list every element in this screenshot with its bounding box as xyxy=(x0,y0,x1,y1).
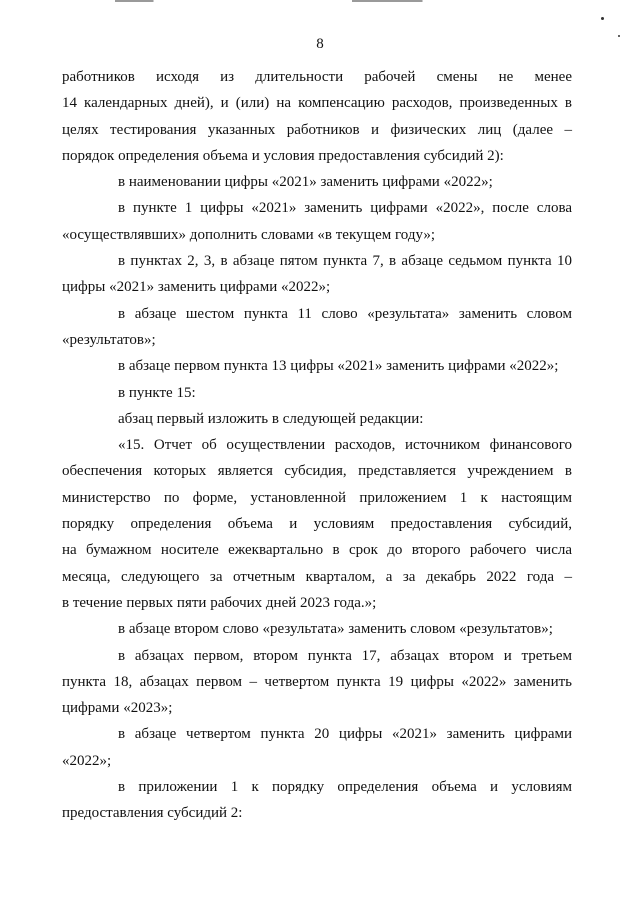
text-line: «2022»; xyxy=(62,752,112,769)
text-line: в пункте 1 цифры «2021» заменить цифрами «2022», после слова xyxy=(118,200,572,217)
text-line: на бумажном носителе ежеквартально в срок до второго рабочего числа xyxy=(62,542,572,559)
scan-speck xyxy=(601,17,604,20)
text-line: цифры «2021» заменить цифрами «2022»; xyxy=(62,279,331,296)
text-line: «осуществлявших» дополнить словами «в текущем году»; xyxy=(62,226,436,243)
text-line: в абзаце шестом пункта 11 слово «результата» заменить словом xyxy=(118,305,572,322)
text-line: в течение первых пяти рабочих дней 2023 года.»; xyxy=(62,594,377,611)
text-line: в наименовании цифры «2021» заменить цифрами «2022»; xyxy=(118,174,493,191)
text-line: порядок определения объема и условия предоставления субсидий 2): xyxy=(62,147,504,164)
text-line: предоставления субсидий 2: xyxy=(62,805,243,822)
text-line: пункта 18, абзацах первом – четвертом пункта 19 цифры «2022» заменить xyxy=(62,673,572,690)
text-line: 14 календарных дней), и (или) на компенсацию расходов, произведенных в xyxy=(62,95,572,112)
body-text xyxy=(62,64,572,827)
text-line: «15. Отчет об осуществлении расходов, источником финансового xyxy=(118,437,572,454)
page-number: 8 xyxy=(316,36,324,52)
text-line: в приложении 1 к порядку определения объема и условиям xyxy=(118,779,572,796)
text-line: цифрами «2023»; xyxy=(62,700,173,717)
scan-top-edge xyxy=(0,0,640,2)
text-line: в абзаце четвертом пункта 20 цифры «2021» заменить цифрами xyxy=(118,726,572,743)
text-line: министерство по форме, установленной приложением 1 к настоящим xyxy=(62,489,572,506)
text-line: порядку определения объема и условиям предоставления субсидий, xyxy=(62,516,572,533)
text-line: в абзаце первом пункта 13 цифры «2021» заменить цифрами «2022»; xyxy=(118,358,559,375)
text-line: месяца, следующего за отчетным кварталом, а за декабрь 2022 года – xyxy=(62,568,572,585)
text-line: в пунктах 2, 3, в абзаце пятом пункта 7, в абзаце седьмом пункта 10 xyxy=(118,253,572,270)
text-line: в абзаце втором слово «результата» заменить словом «результатов»; xyxy=(118,621,553,638)
text-line: «результатов»; xyxy=(62,331,156,348)
text-line: работников исходя из длительности рабочей смены не менее xyxy=(62,69,572,85)
text-line: в пункте 15: xyxy=(118,384,196,401)
text-line: обеспечения которых является субсидия, представляется учреждением в xyxy=(62,463,572,480)
text-line: абзац первый изложить в следующей редакции: xyxy=(118,410,424,427)
text-line: целях тестирования указанных работников и физических лиц (далее – xyxy=(62,121,572,138)
text-line: в абзацах первом, втором пункта 17, абзацах втором и третьем xyxy=(118,647,572,664)
